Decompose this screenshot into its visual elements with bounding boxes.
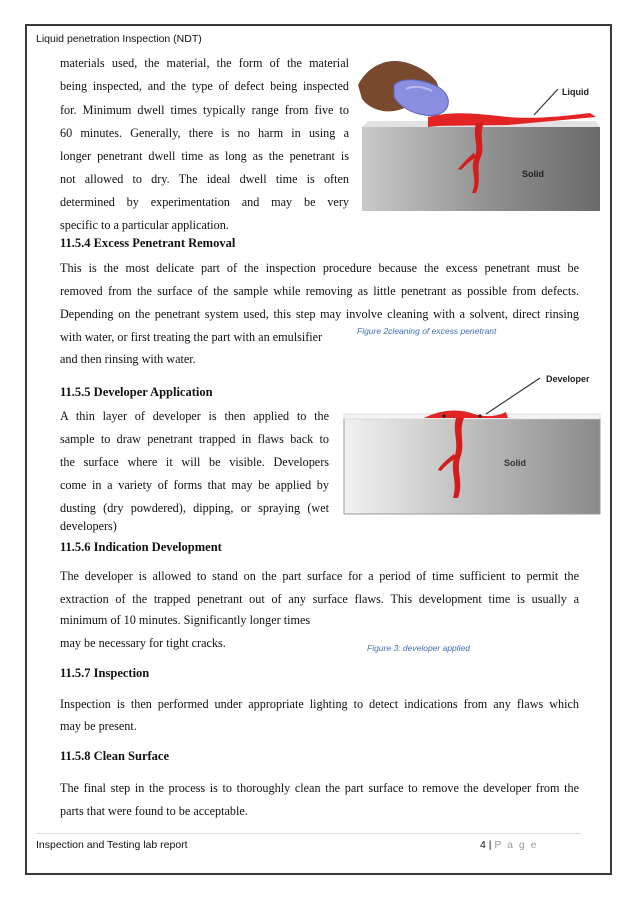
section-heading: 11.5.5 Developer Application [60,385,213,399]
paragraph-line: and then rinsing with water. [60,352,196,366]
intro-line: specific to a particular application. [60,218,229,232]
figure-caption: Figure 2cleaning of excess penetrant [357,326,497,336]
label-solid: Solid [522,169,544,179]
section-heading: 11.5.7 Inspection [60,666,150,680]
paragraph-line: Inspection is then performed under appropriate lighting to detect indications from any flaws which [60,697,579,711]
figure-caption: Figure 3: developer applied [367,643,471,653]
paragraph-line: developers) [60,519,117,533]
page-number-word: P a g e [494,839,539,851]
intro-line: determined by experimentation and may be very [60,195,349,209]
applicator-bottle [394,80,448,116]
paragraph-line: The final step in the process is to thoroughly clean the part surface to remove the developer from the [60,781,579,795]
page-number-value: 4 [480,839,486,851]
paragraph-line: Depending on the penetrant system used, this step may involve cleaning with a solvent, direct rinsing [60,307,579,321]
paragraph-line: removed from the surface of the sample while removing as little penetrant as possible from defects. [60,284,579,298]
footer-rule [36,833,581,834]
paragraph-line: dusting (dry powdered), dipping, or spraying (wet [60,501,329,515]
paragraph-line: sample to draw penetrant trapped in flaws back to [60,432,329,446]
penetrant-application-figure [358,55,602,212]
paragraph-line: The developer is allowed to stand on the part surface for a period of time sufficient to permit the [60,569,579,583]
paragraph-line: minimum of 10 minutes. Significantly longer times [60,613,311,627]
paragraph-line: the surface where it will be visible. Developers [60,455,329,469]
paragraph-line: come in a variety of forms that may be applied by [60,478,329,492]
paragraph-line: parts that were found to be acceptable. [60,804,248,818]
section-heading: 11.5.6 Indication Development [60,540,222,554]
section-heading: 11.5.4 Excess Penetrant Removal [60,236,236,250]
paragraph-line: with water, or first treating the part with an emulsifier [60,330,323,344]
label-developer: Developer [546,374,590,384]
intro-line: for. Minimum dwell times typically range from five to [60,103,349,117]
page-number [480,839,538,851]
developer-applied-figure [340,368,602,518]
intro-line: 60 minutes. Generally, there is no harm in using a [60,126,349,140]
paragraph-line: extraction of the trapped penetrant out of any surface flaws. This development time is usually a [60,592,579,606]
label-liquid: Liquid [562,87,589,97]
intro-line: materials used, the material, the form of the material [60,56,349,70]
intro-line: longer penetrant dwell time as long as the penetrant is [60,149,349,163]
section-heading: 11.5.8 Clean Surface [60,749,170,763]
footer-title: Inspection and Testing lab report [36,839,188,851]
paragraph-line: This is the most delicate part of the inspection procedure because the excess penetrant must be [60,261,579,275]
label-solid: Solid [504,458,526,468]
paragraph-line: may be necessary for tight cracks. [60,636,226,650]
page-number-separator: | [488,839,492,851]
solid-block [344,418,600,514]
paragraph-line: A thin layer of developer is then applied to the [60,409,329,423]
intro-line: not allowed to dry. The ideal dwell time is often [60,172,349,186]
running-header: Liquid penetration Inspection (NDT) [36,33,202,45]
paragraph-line: may be present. [60,719,137,733]
intro-line: being inspected, and the type of defect being inspected [60,79,349,93]
